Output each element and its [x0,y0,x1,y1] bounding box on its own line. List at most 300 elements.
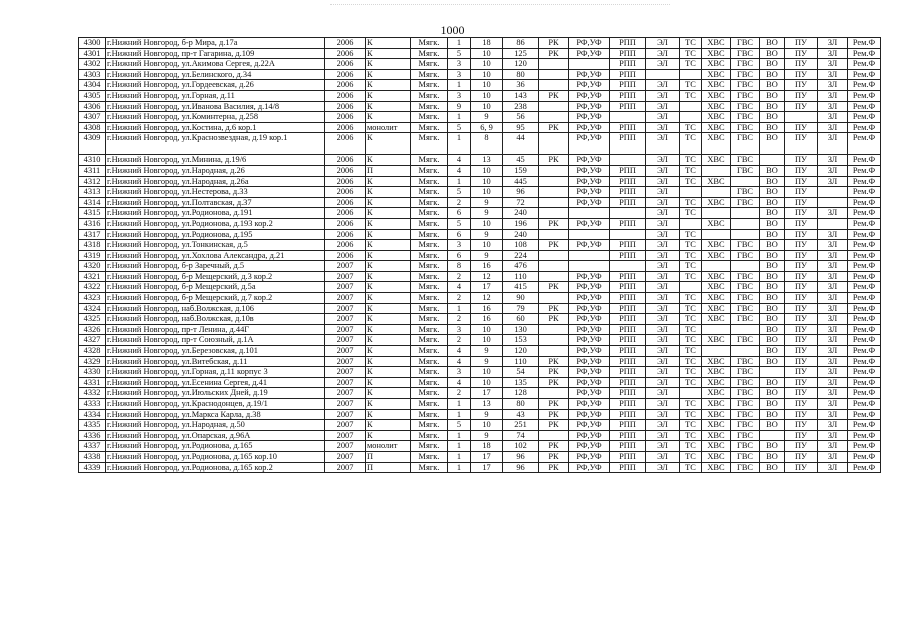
cell-pu-flag: ПУ [785,314,818,325]
cell-el-flag: ЭЛ [646,430,680,441]
cell-year: 2007 [325,388,366,399]
cell-roof-type: Мягк. [411,462,448,473]
cell-entrances: 2 [448,335,471,346]
cell-address: г.Нижний Новгород, наб.Волжская, д.106 [106,303,325,314]
cell-el-flag: ЭЛ [646,335,680,346]
cell-rpp-flag: РПП [610,293,646,304]
cell-rf-uf-flag: РФ,УФ [569,187,610,198]
cell-rf-uf-flag: РФ,УФ [569,240,610,251]
cell-hvs-flag: ХВС [702,80,731,91]
cell-entrances: 5 [448,187,471,198]
cell-address: г.Нижний Новгород, ул.Минина, д.19/6 [106,155,325,166]
cell-vo-flag: ВО [760,48,785,59]
cell-el-flag: ЭЛ [646,59,680,70]
cell-row-number: 4301 [79,48,106,59]
cell-floors: 10 [471,240,503,251]
table-row [79,155,881,166]
cell-rk-flag [539,335,569,346]
cell-gvs-flag: ГВС [731,314,760,325]
cell-rf-uf-flag: РФ,УФ [569,69,610,80]
cell-year: 2007 [325,346,366,357]
cell-rf-uf-flag: РФ,УФ [569,165,610,176]
cell-ts-flag: ТС [680,229,702,240]
cell-roof-type: Мягк. [411,324,448,335]
cell-wall-material: К [366,335,411,346]
cell-zl-flag: ЗЛ [818,250,848,261]
cell-rk-flag: РК [539,399,569,410]
cell-rpp-flag: РПП [610,441,646,452]
cell-pu-flag: ПУ [785,69,818,80]
cell-vo-flag: ВО [760,218,785,229]
cell-roof-type: Мягк. [411,80,448,91]
cell-ts-flag: ТС [680,451,702,462]
cell-roof-type: Мягк. [411,356,448,367]
cell-floors: 17 [471,462,503,473]
cell-rf-uf-flag: РФ,УФ [569,314,610,325]
cell-apartments: 44 [503,133,539,155]
cell-entrances: 1 [448,430,471,441]
cell-el-flag: ЭЛ [646,229,680,240]
cell-vo-flag: ВО [760,303,785,314]
cell-el-flag: ЭЛ [646,420,680,431]
cell-hvs-flag: ХВС [702,441,731,452]
table-row [79,462,881,473]
cell-gvs-flag: ГВС [731,367,760,378]
cell-roof-type: Мягк. [411,261,448,272]
cell-rf-uf-flag: РФ,УФ [569,346,610,357]
cell-entrances: 1 [448,133,471,155]
cell-rem-fund: Рем.Ф [848,112,881,123]
cell-rem-fund: Рем.Ф [848,69,881,80]
cell-rk-flag: РК [539,38,569,49]
cell-ts-flag: ТС [680,335,702,346]
cell-zl-flag: ЗЛ [818,80,848,91]
cell-rf-uf-flag: РФ,УФ [569,441,610,452]
cell-hvs-flag: ХВС [702,367,731,378]
cell-rf-uf-flag [569,208,610,219]
cell-zl-flag: ЗЛ [818,367,848,378]
cell-hvs-flag: ХВС [702,218,731,229]
cell-roof-type: Мягк. [411,218,448,229]
cell-hvs-flag: ХВС [702,197,731,208]
cell-zl-flag: ЗЛ [818,155,848,166]
cell-rem-fund: Рем.Ф [848,420,881,431]
table-row [79,335,881,346]
cell-address: г.Нижний Новгород, ул.Родионова, д.193 кор.2 [106,218,325,229]
cell-year: 2006 [325,59,366,70]
cell-entrances: 1 [448,176,471,187]
cell-vo-flag: ВО [760,187,785,198]
cell-roof-type: Мягк. [411,250,448,261]
cell-entrances: 6 [448,250,471,261]
cell-rk-flag [539,261,569,272]
cell-rk-flag: РК [539,377,569,388]
table-row [79,112,881,123]
cell-roof-type: Мягк. [411,48,448,59]
cell-hvs-flag [702,187,731,198]
cell-rpp-flag: РПП [610,271,646,282]
cell-floors: 9 [471,208,503,219]
cell-vo-flag: ВО [760,176,785,187]
cell-rf-uf-flag: РФ,УФ [569,451,610,462]
cell-el-flag: ЭЛ [646,293,680,304]
cell-year: 2006 [325,122,366,133]
cell-row-number: 4307 [79,112,106,123]
cell-apartments: 251 [503,420,539,431]
cell-roof-type: Мягк. [411,38,448,49]
cell-gvs-flag: ГВС [731,441,760,452]
cell-hvs-flag: ХВС [702,282,731,293]
cell-gvs-flag: ГВС [731,462,760,473]
cell-vo-flag: ВО [760,324,785,335]
cell-el-flag: ЭЛ [646,240,680,251]
cell-gvs-flag: ГВС [731,197,760,208]
cell-roof-type: Мягк. [411,409,448,420]
cell-floors: 10 [471,420,503,431]
cell-row-number: 4332 [79,388,106,399]
cell-roof-type: Мягк. [411,367,448,378]
cell-row-number: 4322 [79,282,106,293]
cell-rk-flag [539,197,569,208]
cell-rf-uf-flag: РФ,УФ [569,293,610,304]
cell-pu-flag: ПУ [785,229,818,240]
cell-gvs-flag: ГВС [731,101,760,112]
cell-apartments: 54 [503,367,539,378]
scan-artifact [330,4,670,7]
table-row [79,197,881,208]
cell-address: г.Нижний Новгород, ул.Краснодонцев, д.19/1 [106,399,325,410]
cell-rem-fund: Рем.Ф [848,208,881,219]
cell-rpp-flag: РПП [610,346,646,357]
cell-apartments: 224 [503,250,539,261]
cell-hvs-flag: ХВС [702,69,731,80]
cell-rk-flag [539,133,569,155]
cell-wall-material: К [366,90,411,101]
cell-hvs-flag: ХВС [702,314,731,325]
cell-gvs-flag: ГВС [731,250,760,261]
cell-rpp-flag: РПП [610,218,646,229]
cell-ts-flag [680,69,702,80]
cell-rpp-flag: РПП [610,80,646,91]
cell-rk-flag [539,59,569,70]
cell-zl-flag: ЗЛ [818,409,848,420]
cell-roof-type: Мягк. [411,165,448,176]
cell-ts-flag: ТС [680,48,702,59]
cell-address: г.Нижний Новгород, ул.Горная, д.11 [106,90,325,101]
cell-pu-flag: ПУ [785,165,818,176]
cell-apartments: 45 [503,155,539,166]
cell-zl-flag: ЗЛ [818,271,848,282]
cell-floors: 10 [471,367,503,378]
cell-rem-fund: Рем.Ф [848,346,881,357]
cell-rf-uf-flag: РФ,УФ [569,377,610,388]
cell-hvs-flag: ХВС [702,356,731,367]
cell-wall-material: К [366,314,411,325]
cell-year: 2006 [325,240,366,251]
cell-zl-flag: ЗЛ [818,59,848,70]
table-row [79,303,881,314]
cell-el-flag: ЭЛ [646,250,680,261]
cell-zl-flag: ЗЛ [818,261,848,272]
cell-rem-fund: Рем.Ф [848,282,881,293]
table-row [79,346,881,357]
cell-rpp-flag: РПП [610,356,646,367]
cell-el-flag: ЭЛ [646,324,680,335]
cell-el-flag: ЭЛ [646,356,680,367]
cell-apartments: 95 [503,122,539,133]
cell-entrances: 1 [448,409,471,420]
cell-rpp-flag: РПП [610,388,646,399]
cell-entrances: 1 [448,399,471,410]
cell-roof-type: Мягк. [411,420,448,431]
cell-year: 2007 [325,261,366,272]
cell-vo-flag: ВО [760,261,785,272]
cell-gvs-flag: ГВС [731,303,760,314]
cell-zl-flag: ЗЛ [818,133,848,155]
cell-pu-flag: ПУ [785,409,818,420]
cell-year: 2006 [325,69,366,80]
cell-rf-uf-flag [569,229,610,240]
cell-el-flag: ЭЛ [646,261,680,272]
cell-wall-material: монолит [366,441,411,452]
cell-rk-flag [539,324,569,335]
cell-rk-flag [539,388,569,399]
cell-row-number: 4315 [79,208,106,219]
cell-rf-uf-flag: РФ,УФ [569,303,610,314]
cell-gvs-flag: ГВС [731,282,760,293]
cell-rk-flag [539,430,569,441]
cell-year: 2007 [325,335,366,346]
cell-rpp-flag: РПП [610,409,646,420]
cell-rk-flag [539,112,569,123]
cell-address: г.Нижний Новгород, ул.Опарская, д.96А [106,430,325,441]
cell-entrances: 3 [448,240,471,251]
cell-apartments: 96 [503,451,539,462]
cell-entrances: 2 [448,293,471,304]
cell-year: 2006 [325,218,366,229]
cell-address: г.Нижний Новгород, ул.Витебская, д.11 [106,356,325,367]
cell-el-flag: ЭЛ [646,399,680,410]
cell-rf-uf-flag: РФ,УФ [569,399,610,410]
cell-address: г.Нижний Новгород, ул.Горная, д.11 корпус 3 [106,367,325,378]
cell-el-flag: ЭЛ [646,155,680,166]
cell-hvs-flag: ХВС [702,133,731,155]
cell-year: 2006 [325,80,366,91]
cell-rf-uf-flag: РФ,УФ [569,101,610,112]
cell-wall-material: К [366,101,411,112]
cell-wall-material: К [366,155,411,166]
cell-rk-flag: РК [539,356,569,367]
cell-rpp-flag: РПП [610,176,646,187]
cell-floors: 18 [471,38,503,49]
cell-roof-type: Мягк. [411,346,448,357]
cell-rem-fund: Рем.Ф [848,133,881,155]
cell-rf-uf-flag: РФ,УФ [569,112,610,123]
cell-rpp-flag: РПП [610,240,646,251]
cell-el-flag: ЭЛ [646,303,680,314]
cell-rpp-flag: РПП [610,314,646,325]
cell-rpp-flag [610,155,646,166]
cell-rk-flag: РК [539,240,569,251]
cell-entrances: 9 [448,101,471,112]
cell-row-number: 4338 [79,451,106,462]
cell-rpp-flag [610,208,646,219]
cell-rem-fund: Рем.Ф [848,80,881,91]
cell-year: 2007 [325,367,366,378]
cell-el-flag: ЭЛ [646,282,680,293]
cell-rf-uf-flag: РФ,УФ [569,197,610,208]
cell-address: г.Нижний Новгород, ул.Родионова, д.165 [106,441,325,452]
cell-rf-uf-flag: РФ,УФ [569,155,610,166]
cell-entrances: 2 [448,197,471,208]
cell-vo-flag: ВО [760,409,785,420]
cell-wall-material: К [366,240,411,251]
cell-zl-flag: ЗЛ [818,451,848,462]
cell-row-number: 4334 [79,409,106,420]
cell-entrances: 1 [448,462,471,473]
cell-entrances: 6 [448,229,471,240]
cell-wall-material: К [366,229,411,240]
cell-gvs-flag [731,229,760,240]
cell-rpp-flag: РПП [610,133,646,155]
cell-hvs-flag: ХВС [702,420,731,431]
cell-zl-flag: ЗЛ [818,462,848,473]
cell-rk-flag: РК [539,90,569,101]
cell-zl-flag: ЗЛ [818,122,848,133]
cell-pu-flag: ПУ [785,367,818,378]
cell-ts-flag: ТС [680,303,702,314]
cell-apartments: 238 [503,101,539,112]
cell-el-flag: ЭЛ [646,187,680,198]
cell-roof-type: Мягк. [411,176,448,187]
cell-roof-type: Мягк. [411,303,448,314]
table-row [79,187,881,198]
cell-rk-flag: РК [539,155,569,166]
cell-pu-flag: ПУ [785,59,818,70]
cell-rem-fund: Рем.Ф [848,197,881,208]
cell-rpp-flag: РПП [610,430,646,441]
cell-zl-flag: ЗЛ [818,90,848,101]
cell-entrances: 1 [448,112,471,123]
cell-apartments: 90 [503,293,539,304]
cell-wall-material: К [366,208,411,219]
cell-el-flag: ЭЛ [646,112,680,123]
cell-entrances: 5 [448,122,471,133]
cell-hvs-flag: ХВС [702,155,731,166]
table-row [79,38,881,49]
cell-pu-flag: ПУ [785,293,818,304]
cell-rem-fund: Рем.Ф [848,122,881,133]
cell-vo-flag: ВО [760,90,785,101]
cell-row-number: 4329 [79,356,106,367]
cell-zl-flag: ЗЛ [818,240,848,251]
cell-floors: 10 [471,90,503,101]
cell-ts-flag [680,101,702,112]
cell-year: 2006 [325,155,366,166]
cell-pu-flag: ПУ [785,208,818,219]
cell-gvs-flag: ГВС [731,409,760,420]
cell-rpp-flag: РПП [610,451,646,462]
cell-apartments: 43 [503,409,539,420]
cell-address: г.Нижний Новгород, пр-т Гагарина, д.109 [106,48,325,59]
cell-vo-flag: ВО [760,420,785,431]
cell-address: г.Нижний Новгород, б-р Мещерский, д.3 кор.2 [106,271,325,282]
cell-gvs-flag [731,218,760,229]
cell-address: г.Нижний Новгород, ул.Тонкинская, д.5 [106,240,325,251]
cell-gvs-flag: ГВС [731,293,760,304]
cell-wall-material: К [366,271,411,282]
cell-pu-flag: ПУ [785,218,818,229]
cell-year: 2007 [325,293,366,304]
cell-entrances: 1 [448,451,471,462]
cell-apartments: 159 [503,165,539,176]
cell-gvs-flag: ГВС [731,451,760,462]
cell-apartments: 125 [503,48,539,59]
cell-wall-material: К [366,218,411,229]
cell-rk-flag: РК [539,420,569,431]
cell-el-flag: ЭЛ [646,451,680,462]
cell-rem-fund: Рем.Ф [848,462,881,473]
cell-ts-flag: ТС [680,197,702,208]
cell-hvs-flag: ХВС [702,271,731,282]
cell-wall-material: К [366,420,411,431]
cell-rk-flag: РК [539,441,569,452]
cell-floors: 9 [471,430,503,441]
cell-row-number: 4316 [79,218,106,229]
cell-hvs-flag: ХВС [702,240,731,251]
cell-pu-flag: ПУ [785,377,818,388]
cell-ts-flag: ТС [680,462,702,473]
cell-entrances: 4 [448,346,471,357]
cell-gvs-flag: ГВС [731,80,760,91]
table-row [79,377,881,388]
cell-rf-uf-flag: РФ,УФ [569,430,610,441]
cell-floors: 9 [471,229,503,240]
cell-zl-flag: ЗЛ [818,314,848,325]
cell-rf-uf-flag: РФ,УФ [569,409,610,420]
cell-floors: 10 [471,69,503,80]
cell-ts-flag [680,388,702,399]
cell-apartments: 196 [503,218,539,229]
cell-ts-flag: ТС [680,176,702,187]
cell-gvs-flag: ГВС [731,420,760,431]
cell-hvs-flag [702,261,731,272]
table-row [79,441,881,452]
cell-wall-material: К [366,377,411,388]
cell-rk-flag: РК [539,409,569,420]
cell-entrances: 4 [448,155,471,166]
cell-pu-flag: ПУ [785,271,818,282]
table-row [79,367,881,378]
cell-ts-flag: ТС [680,271,702,282]
cell-address: г.Нижний Новгород, ул.Маркса Карла, д.38 [106,409,325,420]
cell-rpp-flag: РПП [610,282,646,293]
cell-apartments: 415 [503,282,539,293]
cell-pu-flag: ПУ [785,335,818,346]
cell-el-flag [646,69,680,80]
cell-row-number: 4303 [79,69,106,80]
table-row [79,59,881,70]
cell-el-flag: ЭЛ [646,388,680,399]
cell-zl-flag: ЗЛ [818,420,848,431]
cell-rem-fund: Рем.Ф [848,229,881,240]
table-row [79,271,881,282]
cell-zl-flag [818,218,848,229]
cell-roof-type: Мягк. [411,101,448,112]
cell-wall-material: К [366,38,411,49]
table-row [79,261,881,272]
cell-apartments: 60 [503,314,539,325]
